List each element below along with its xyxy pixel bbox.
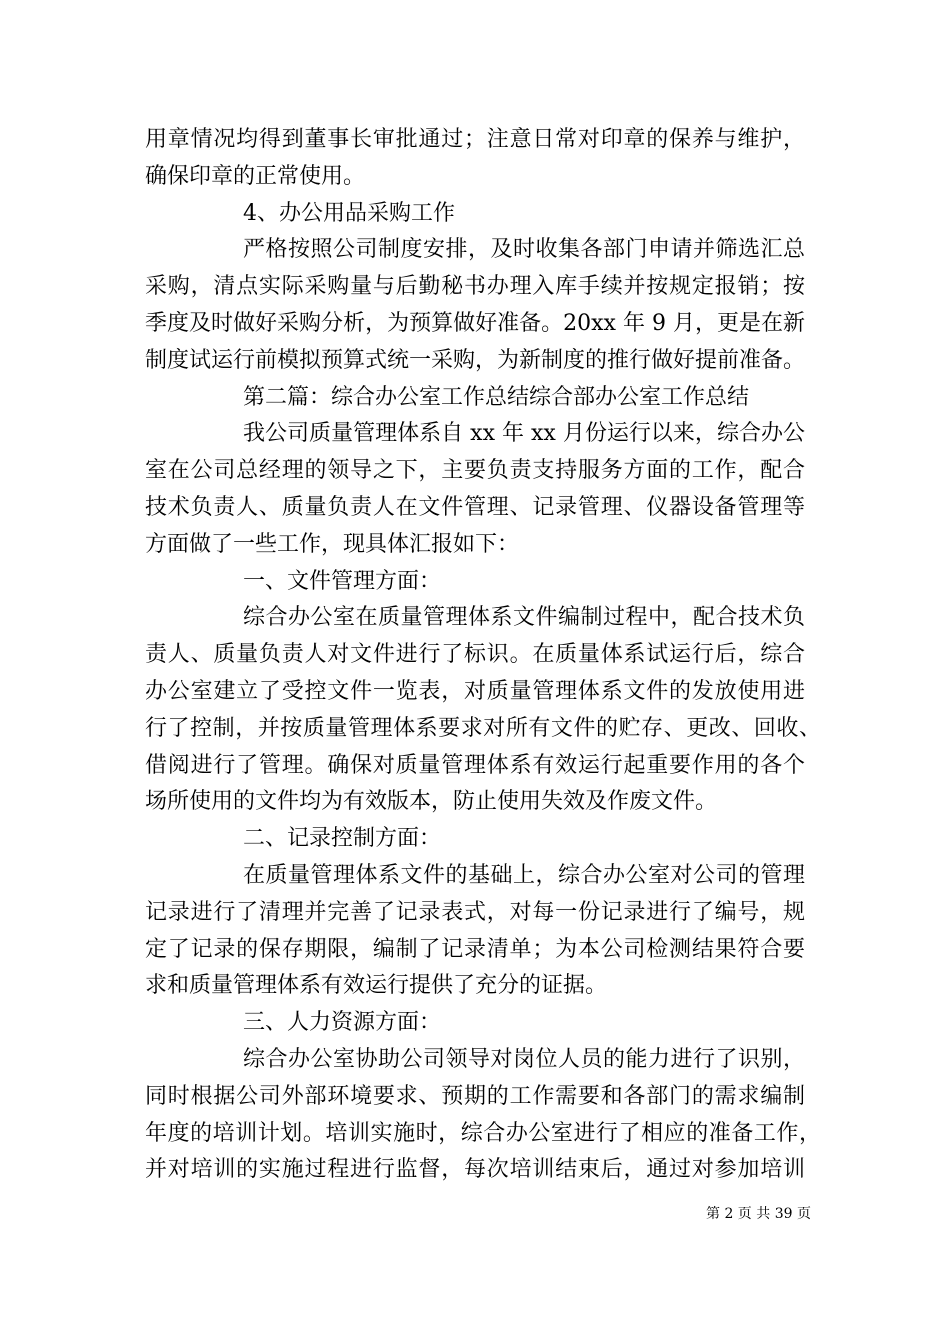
text-line: 综合办公室协助公司领导对岗位人员的能力进行了识别， bbox=[243, 1046, 805, 1072]
text-line: 并对培训的实施过程进行监督，每次培训结束后，通过对参加培训 bbox=[145, 1157, 805, 1183]
text-line: 借阅进行了管理。确保对质量管理体系有效运行起重要作用的各个 bbox=[145, 752, 805, 778]
text-line: 责人、质量负责人对文件进行了标识。在质量体系试运行后，综合 bbox=[145, 642, 805, 668]
section-heading: 二、记录控制方面： bbox=[243, 826, 442, 852]
text-line: 办公室建立了受控文件一览表，对质量管理体系文件的发放使用进 bbox=[145, 678, 805, 704]
text-line: 季度及时做好采购分析，为预算做好准备。20xx 年 9 月，更是在新 bbox=[145, 310, 805, 336]
section-heading: 一、文件管理方面： bbox=[243, 568, 442, 594]
text-line: 我公司质量管理体系自 xx 年 xx 月份运行以来，综合办公 bbox=[243, 421, 805, 447]
section-heading: 4、办公用品采购工作 bbox=[243, 200, 455, 226]
page-number: 第 2 页 共 39 页 bbox=[706, 1206, 811, 1222]
text-line: 用章情况均得到董事长审批通过；注意日常对印章的保养与维护， bbox=[145, 127, 805, 152]
text-line: 方面做了一些工作，现具体汇报如下： bbox=[145, 531, 520, 557]
text-line: 行了控制，并按质量管理体系要求对所有文件的贮存、更改、回收、 bbox=[145, 715, 821, 741]
text-line: 记录进行了清理并完善了记录表式，对每一份记录进行了编号，规 bbox=[145, 899, 805, 925]
text-line: 确保印章的正常使用。 bbox=[145, 163, 366, 189]
text-line: 技术负责人、质量负责人在文件管理、记录管理、仪器设备管理等 bbox=[145, 494, 805, 520]
text-line: 同时根据公司外部环境要求、预期的工作需要和各部门的需求编制 bbox=[145, 1083, 805, 1109]
text-line: 场所使用的文件均为有效版本，防止使用失效及作废文件。 bbox=[145, 789, 718, 815]
text-line: 求和质量管理体系有效运行提供了充分的证据。 bbox=[145, 973, 608, 999]
text-line: 严格按照公司制度安排，及时收集各部门申请并筛选汇总 bbox=[243, 237, 805, 263]
text-line: 室在公司总经理的领导之下，主要负责支持服务方面的工作，配合 bbox=[145, 458, 805, 484]
body-text bbox=[145, 122, 821, 1189]
text-line: 在质量管理体系文件的基础上，综合办公室对公司的管理 bbox=[243, 862, 805, 888]
section-heading: 三、人力资源方面： bbox=[243, 1010, 442, 1036]
text-line: 定了记录的保存期限，编制了记录清单；为本公司检测结果符合要 bbox=[145, 936, 805, 962]
text-line: 综合办公室在质量管理体系文件编制过程中，配合技术负 bbox=[243, 605, 805, 631]
text-line: 采购，清点实际采购量与后勤秘书办理入库手续并按规定报销；按 bbox=[145, 274, 805, 300]
text-line: 年度的培训计划。培训实施时，综合办公室进行了相应的准备工作， bbox=[145, 1120, 821, 1146]
chapter-heading: 第二篇：综合办公室工作总结综合部办公室工作总结 bbox=[243, 384, 750, 410]
text-line: 制度试运行前模拟预算式统一采购，为新制度的推行做好提前准备。 bbox=[145, 347, 805, 373]
